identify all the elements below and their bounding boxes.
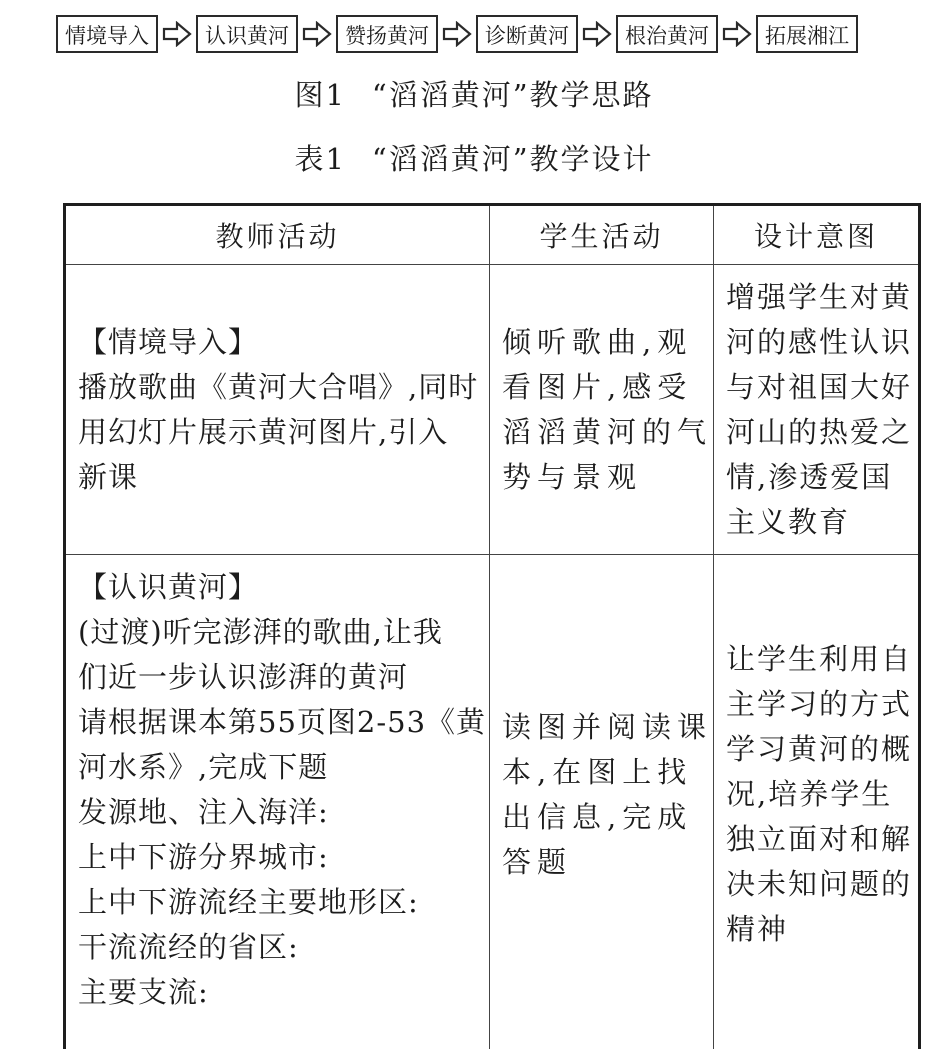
text-line: 本,在图上找 <box>502 755 693 789</box>
table-header-row <box>66 206 918 265</box>
right-arrow-icon <box>162 21 192 47</box>
text-line: 情,渗透爱国 <box>726 460 893 494</box>
text-line: 与对祖国大好 <box>726 370 913 404</box>
text-line: 干流流经的省区: <box>78 930 299 964</box>
text-line: 滔滔黄河的气 <box>502 415 713 449</box>
text-line: 主学习的方式 <box>726 687 913 721</box>
flow-step-2: 认识黄河 <box>196 15 298 53</box>
student-activity-cell <box>490 265 714 554</box>
text-line: 答题 <box>502 845 573 879</box>
text-line: 发源地、注入海洋: <box>78 795 329 829</box>
teacher-activity-cell <box>66 555 490 1049</box>
text-line: 增强学生对黄 <box>726 280 913 314</box>
text-line: 请根据课本第55页图2-53《黄 <box>78 705 487 739</box>
table-row <box>66 555 918 1049</box>
flow-step-4: 诊断黄河 <box>476 15 578 53</box>
text-line: 们近一步认识澎湃的黄河 <box>78 660 409 694</box>
text-line: 主要支流: <box>78 975 209 1009</box>
right-arrow-icon <box>302 21 332 47</box>
text-line: 播放歌曲《黄河大合唱》,同时 <box>78 370 479 404</box>
header-student-activity: 学生活动 <box>490 206 714 264</box>
figure-caption <box>0 73 948 114</box>
figure-number: 图1 <box>294 78 346 112</box>
flow-step-1: 情境导入 <box>56 15 158 53</box>
teacher-activity-cell <box>66 265 490 554</box>
text-line: 倾听歌曲,观 <box>502 325 693 359</box>
right-arrow-icon <box>582 21 612 47</box>
flow-step-6: 拓展湘江 <box>756 15 858 53</box>
right-arrow-icon <box>442 21 472 47</box>
text-line: (过渡)听完澎湃的歌曲,让我 <box>78 615 443 649</box>
text-line: 河山的热爱之 <box>726 415 913 449</box>
text-line: 用幻灯片展示黄河图片,引入 <box>78 415 449 449</box>
student-activity-cell <box>490 555 714 1049</box>
header-design-intent: 设计意图 <box>753 220 878 253</box>
text-line: 河的感性认识 <box>726 325 913 359</box>
text-line: 独立面对和解 <box>726 822 913 856</box>
text-line: 读图并阅读课 <box>502 710 713 744</box>
text-line: 让学生利用自 <box>726 642 913 676</box>
text-line: 况,培养学生 <box>726 777 893 811</box>
text-line: 学习黄河的概 <box>726 732 913 766</box>
text-line: 【认识黄河】 <box>78 570 259 604</box>
design-intent-cell <box>714 265 918 554</box>
table-row <box>66 265 918 555</box>
text-line: 看图片,感受 <box>502 370 693 404</box>
table-title: “滔滔黄河”教学设计 <box>371 142 654 176</box>
flowchart <box>56 15 858 53</box>
text-line: 决未知问题的 <box>726 867 913 901</box>
table-number: 表1 <box>294 142 346 176</box>
table-caption <box>0 137 948 178</box>
text-line: 精神 <box>726 912 789 946</box>
design-intent-cell <box>714 555 918 1049</box>
text-line: 新课 <box>78 460 139 494</box>
text-line: 势与景观 <box>502 460 643 494</box>
text-line: 上中下游流经主要地形区: <box>78 885 419 919</box>
text-line: 主义教育 <box>726 505 851 539</box>
text-line: 出信息,完成 <box>502 800 693 834</box>
figure-title: “滔滔黄河”教学思路 <box>371 78 654 112</box>
flow-step-5: 根治黄河 <box>616 15 718 53</box>
text-line: 【情境导入】 <box>78 325 259 359</box>
flow-step-3: 赞扬黄河 <box>336 15 438 53</box>
teaching-design-table <box>63 203 921 1049</box>
text-line: 上中下游分界城市: <box>78 840 329 874</box>
header-teacher-activity: 教师活动 <box>66 206 490 264</box>
right-arrow-icon <box>722 21 752 47</box>
text-line: 河水系》,完成下题 <box>78 750 329 784</box>
